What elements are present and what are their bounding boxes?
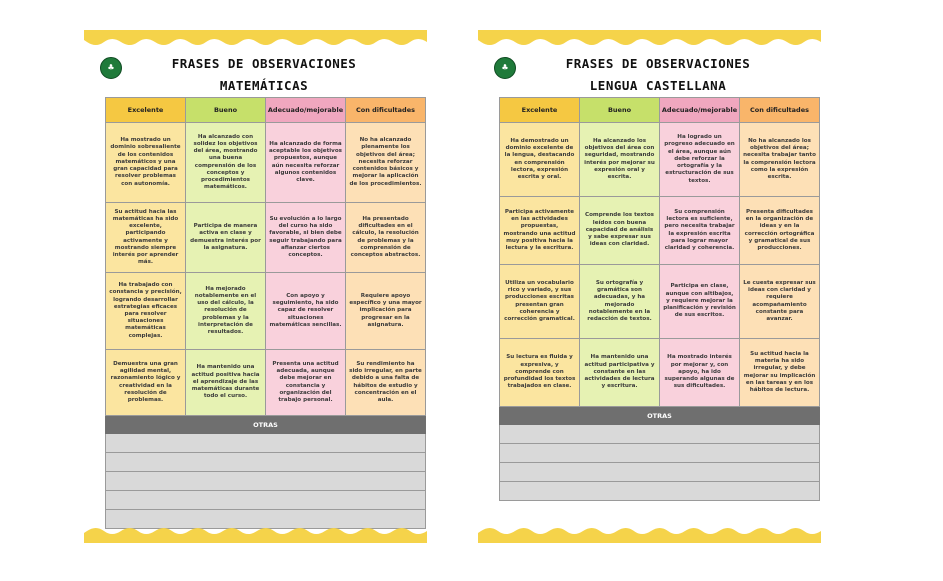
otras-header: OTRAS (499, 407, 820, 425)
blank-row (499, 463, 820, 482)
blank-row (105, 453, 426, 472)
table-cell: Presenta dificultades en la organización de ideas y en la corrección ortográfica y gramatical de sus producciones. (739, 197, 820, 265)
worksheet-page-matematicas (84, 30, 427, 543)
table-row (105, 350, 426, 416)
table-row (105, 203, 426, 273)
table-cell: Ha demostrado un dominio excelente de la lengua, destacando en comprensión lectora, expresión escrita y oral. (499, 123, 579, 197)
blank-row (105, 472, 426, 491)
table-cell: Ha logrado un progreso adecuado en el área, aunque aún debe reforzar la ortografía y la estructuración de sus textos. (659, 123, 739, 197)
page-subtitle: MATEMÁTICAS (219, 78, 309, 93)
worksheet-page-lengua (478, 30, 821, 543)
table-cell: Su lectura es fluida y expresiva, y comprende con profundidad los textos trabajados en clase. (499, 339, 579, 407)
table-cell: Participa en clase, aunque con altibajos, y requiere mejorar la planificación y revisión de sus escritos. (659, 265, 739, 339)
table-row (499, 265, 820, 339)
table-cell: Ha mejorado notablemente en el uso del cálculo, la resolución de problemas y la interpretación de resultados. (185, 273, 265, 350)
header-excelente: Excelente (105, 97, 185, 123)
blank-row (499, 425, 820, 444)
header-bueno: Bueno (579, 97, 659, 123)
table-row (499, 123, 820, 197)
table-cell: Su actitud hacia las matemáticas ha sido excelente, participando activamente y mostrando siempre interés por aprender más. (105, 203, 185, 273)
header-dificultades: Con dificultades (345, 97, 426, 123)
otras-header: OTRAS (105, 416, 426, 434)
bottom-wave-border (84, 525, 427, 543)
table-cell: Ha presentado dificultades en el cálculo, la resolución de problemas y la comprensión de conceptos abstractos. (345, 203, 426, 273)
blank-row (499, 482, 820, 501)
table-cell: Participa activamente en las actividades propuestas, mostrando una actitud muy positiva hacia la lectura y la escritura. (499, 197, 579, 265)
page-title: FRASES DE OBSERVACIONES (565, 56, 751, 71)
blank-row (105, 434, 426, 453)
table-cell: Ha alcanzado los objetivos del área con seguridad, mostrando interés por mejorar su expresión oral y escrita. (579, 123, 659, 197)
table-cell: Utiliza un vocabulario rico y variado, y sus producciones escritas presentan gran coherencia y corrección gramatical. (499, 265, 579, 339)
seedling-icon: ♣ (494, 57, 516, 79)
header-excelente: Excelente (499, 97, 579, 123)
table-header (105, 97, 426, 123)
observations-table (499, 97, 820, 501)
table-cell: Con apoyo y seguimiento, ha sido capaz de resolver situaciones matemáticas sencillas. (265, 273, 345, 350)
table-cell: Ha alcanzado con solidez los objetivos del área, mostrando una buena comprensión de los conceptos y procedimientos matemáticos. (185, 123, 265, 203)
blank-row (105, 491, 426, 510)
seedling-icon: ♣ (100, 57, 122, 79)
table-cell: Su comprensión lectora es suficiente, pero necesita trabajar la expresión escrita para lograr mayor claridad y coherencia. (659, 197, 739, 265)
header-adecuado: Adecuado/mejorable (659, 97, 739, 123)
header-adecuado: Adecuado/mejorable (265, 97, 345, 123)
page-title: FRASES DE OBSERVACIONES (171, 56, 357, 71)
table-cell: No ha alcanzado plenamente los objetivos del área; necesita reforzar contenidos básicos y mejorar la aplicación de los procedimientos. (345, 123, 426, 203)
table-cell: Su actitud hacia la materia ha sido irregular, y debe mejorar su implicación en las tareas y en los hábitos de lectura. (739, 339, 820, 407)
table-cell: Ha mostrado un dominio sobresaliente de los contenidos matemáticos y una gran capacidad para resolver problemas con autonomía. (105, 123, 185, 203)
table-cell: Presenta una actitud adecuada, aunque debe mejorar en constancia y organización del trabajo personal. (265, 350, 345, 416)
table-cell: Ha mantenido una actitud participativa y constante en las actividades de lectura y escritura. (579, 339, 659, 407)
observations-table (105, 97, 426, 529)
top-wave-border (478, 30, 821, 48)
table-header (499, 97, 820, 123)
top-wave-border (84, 30, 427, 48)
blank-row (499, 444, 820, 463)
table-cell: Ha trabajado con constancia y precisión, logrando desarrollar estrategias eficaces para resolver situaciones matemáticas complejas. (105, 273, 185, 350)
table-cell: Ha mantenido una actitud positiva hacia el aprendizaje de las matemáticas durante todo el curso. (185, 350, 265, 416)
bottom-wave-border (478, 525, 821, 543)
table-cell: Su ortografía y gramática son adecuadas, y ha mejorado notablemente en la redacción de textos. (579, 265, 659, 339)
table-cell: Ha alcanzado de forma aceptable los objetivos propuestos, aunque aún necesita reforzar algunos contenidos clave. (265, 123, 345, 203)
table-cell: Ha mostrado interés por mejorar y, con apoyo, ha ido superando algunas de sus dificultades. (659, 339, 739, 407)
header-bueno: Bueno (185, 97, 265, 123)
page-subtitle: LENGUA CASTELLANA (589, 78, 727, 93)
table-row (499, 339, 820, 407)
table-cell: Comprende los textos leídos con buena capacidad de análisis y sabe expresar sus ideas con claridad. (579, 197, 659, 265)
header-dificultades: Con dificultades (739, 97, 820, 123)
table-cell: No ha alcanzado los objetivos del área; necesita trabajar tanto la comprensión lectora como la expresión escrita. (739, 123, 820, 197)
table-cell: Requiere apoyo específico y una mayor implicación para progresar en la asignatura. (345, 273, 426, 350)
table-cell: Su evolución a lo largo del curso ha sido favorable, si bien debe seguir trabajando para afianzar ciertos conceptos. (265, 203, 345, 273)
table-cell: Participa de manera activa en clase y demuestra interés por la asignatura. (185, 203, 265, 273)
table-row (105, 273, 426, 350)
table-cell: Demuestra una gran agilidad mental, razonamiento lógico y creatividad en la resolución de problemas. (105, 350, 185, 416)
table-cell: Le cuesta expresar sus ideas con claridad y requiere acompañamiento constante para avanzar. (739, 265, 820, 339)
table-cell: Su rendimiento ha sido irregular, en parte debido a una falta de hábitos de estudio y concentración en el aula. (345, 350, 426, 416)
table-row (499, 197, 820, 265)
table-row (105, 123, 426, 203)
